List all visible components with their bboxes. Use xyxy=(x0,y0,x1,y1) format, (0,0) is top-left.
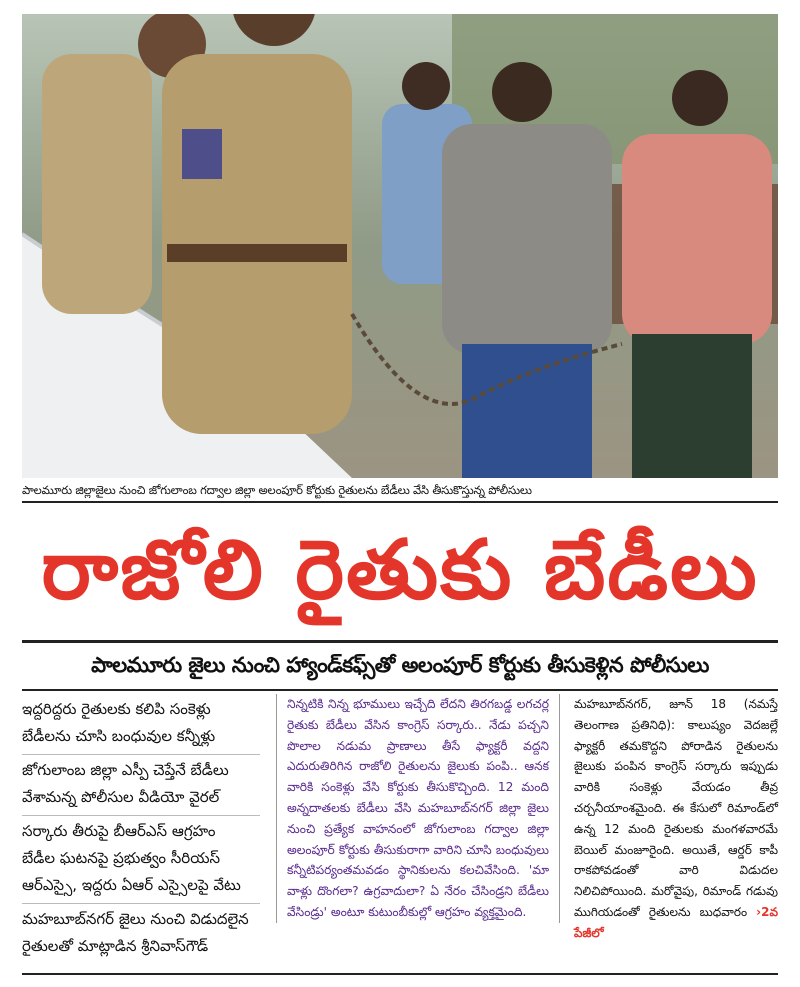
highlight-block xyxy=(22,694,260,755)
highlight-block xyxy=(22,816,260,904)
highlight-line: బేడీలను చూసి బంధువుల కన్నీళ్లు xyxy=(22,727,216,745)
highlight-line: ఆర్ఎస్సై, ఇద్దరు ఏఆర్ ఎస్సైలపై వేటు xyxy=(22,876,241,894)
continued-on-page-link[interactable]: ›2వ పేజీలో xyxy=(574,904,778,940)
highlight-line: ఇద్దరిద్దరు రైతులకు కలిపి సంకెళ్లు xyxy=(22,700,211,718)
highlight-line: సర్కారు తీరుపై బీఆర్ఎస్ ఆగ్రహం xyxy=(22,822,216,840)
bottom-rule xyxy=(22,973,778,975)
highlight-block xyxy=(22,904,260,964)
highlight-block xyxy=(22,755,260,816)
story-paragraph xyxy=(574,694,778,944)
highlight-line: జోగులాంబ జిల్లా ఎస్పీ చెప్తేనే బేడీలు xyxy=(22,761,229,779)
photo-caption: పాలమూరు జిల్లాజైలు నుంచి జోగులాంబ గద్వాల జిల్లా అలంపూర్ కోర్టుకు రైతులను బేడీలు వేసి తీసుకొస్తున్న పోలీసులు xyxy=(22,479,778,503)
story-text: మహబూబ్‌నగర్, జూన్ 18 (నమస్తే తెలంగాణ ప్రతినిధి): కాలుష్యం వెదజల్లే ఫ్యాక్టరీ తమకొద్దని పోరాడిన రైతులను జైలుకు పంపిన కాంగ్రెస్ సర్కారు ఇప్పుడు వారికి సంకెళ్లు వేయడం తీవ్ర చర్చనీయాంశమైంది. ఈ కేసులో రిమాండ్‌లో ఉన్న 12 మంది రైతులకు మంగళవారమే బెయిల్ మంజూరైంది. అయితే, ఆర్డర్ కాపీ రాకపోవడంతో వారి విడుదల నిలిచిపోయింది. మరోవైపు, రిమాండ్ గడువు ముగియడంతో రైతులను బుధవారం xyxy=(574,697,778,919)
headline: రాజోలి రైతుకు బేడీలు xyxy=(41,523,759,618)
highlight-line: రైతులతో మాట్లాడిన శ్రీనివాస్‌గౌడ్ xyxy=(22,937,209,955)
intro-column xyxy=(276,694,560,923)
intro-paragraph: నిన్నటికి నిన్న భూములు ఇచ్చేది లేదని తిరగబడ్డ లగచర్ల రైతుకు బేడీలు వేసిన కాంగ్రెస్ సర్కారు.. నేడు పచ్చని పొలాల నడుమ ప్రాణాలు తీసే ఫ్యాక్టరీ వద్దని ఎదురుతిరిగిన రాజోలి రైతులను జైలుకు పంపి.. ఆనక వారికి సంకెళ్లు వేసి కోర్టుకు తీసుకొచ్చింది. 12 మంది అన్నదాతలకు బేడీలు వేసి మహబూబ్‌నగర్ జిల్లా జైలు నుంచి ప్రత్యేక వాహనంలో జోగులాంబ గద్వాల జిల్లా అలంపూర్ కోర్టుకు తీసుకురాగా వారిని చూసి బంధువులు కన్నీటిపర్యంతమవడం స్థానికులను కలచివేసింది. 'మా వాళ్లు దొంగలా? ఉగ్రవాదులా? ఏ నేరం చేసిండ్రని బేడీలు వేసిండ్రు' అంటూ కుటుంబీకుల్లో ఆగ్రహం వ్యక్తమైంది. xyxy=(287,697,549,919)
story-column xyxy=(574,694,778,944)
highlight-line: వేశామన్న పోలీసుల వీడియో వైరల్ xyxy=(22,788,220,806)
highlight-line: మహబూబ్‌నగర్ జైలు నుంచి విడుదలైన xyxy=(22,910,249,928)
news-photo xyxy=(22,14,778,478)
subheadline: పాలమూరు జైలు నుంచి హ్యాండ్‌కఫ్స్‌తో అలంపూర్ కోర్టుకు తీసుకెళ్లిన పోలీసులు xyxy=(22,640,778,691)
photo-police-escorting-farmers-icon xyxy=(22,14,778,478)
highlight-line: బేడీల ఘటనపై ప్రభుత్వం సీరియస్ xyxy=(22,849,221,867)
highlights-column xyxy=(22,694,260,964)
